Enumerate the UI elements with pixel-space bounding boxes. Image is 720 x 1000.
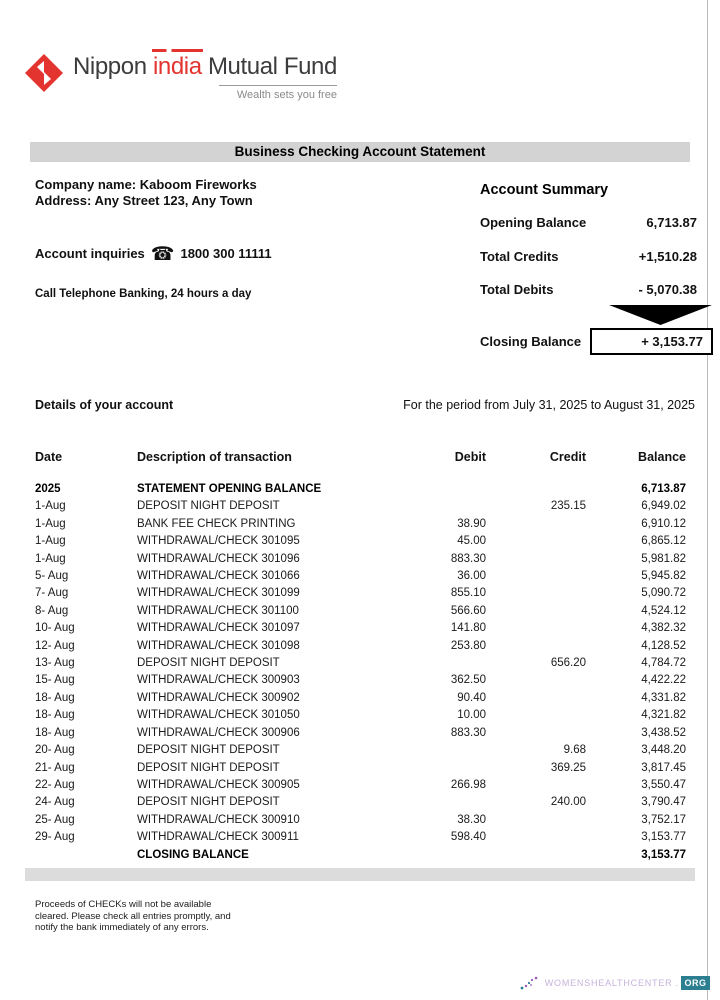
brand-tagline: Wealth sets you free [219, 85, 337, 101]
tx-debit: 38.30 [457, 813, 486, 826]
tx-date: 1-Aug [35, 552, 66, 565]
watermark-dots-icon [520, 975, 542, 991]
tx-date: 25- Aug [35, 813, 75, 826]
tx-date: 10- Aug [35, 622, 75, 635]
tx-credit: 369.25 [550, 761, 586, 774]
tx-credit [486, 481, 586, 498]
tx-balance: 4,128.52 [641, 639, 686, 652]
tx-description: DEPOSIT NIGHT DEPOSIT [137, 744, 280, 757]
tx-debit: 362.50 [450, 674, 486, 687]
tx-balance: 3,817.45 [641, 761, 686, 774]
tx-description: WITHDRAWAL/CHECK 301096 [137, 552, 300, 565]
tx-credit [486, 568, 586, 585]
tx-credit [486, 603, 586, 620]
transaction-row [35, 498, 686, 515]
brand-word-nippon: Nippon [73, 53, 147, 80]
tx-description: WITHDRAWAL/CHECK 301099 [137, 587, 300, 600]
tx-balance: 4,382.32 [641, 622, 686, 635]
transaction-row [35, 760, 686, 777]
tx-balance: 3,438.52 [641, 726, 686, 739]
tx-date: 8- Aug [35, 604, 69, 617]
tx-credit [486, 725, 586, 742]
summary-label: Total Credits [480, 248, 559, 264]
tx-debit: 10.00 [457, 709, 486, 722]
brand-logo-text [73, 50, 337, 101]
tx-date: 12- Aug [35, 639, 75, 652]
tx-balance: 5,090.72 [641, 587, 686, 600]
summary-rows [480, 215, 697, 316]
details-heading: Details of your account [35, 398, 174, 412]
tx-description: WITHDRAWAL/CHECK 300903 [137, 674, 300, 687]
transaction-row [35, 812, 686, 829]
tx-balance: 5,981.82 [641, 552, 686, 565]
tx-date: 24- Aug [35, 796, 75, 809]
watermark-dot: . [675, 978, 678, 988]
transaction-row [35, 829, 686, 846]
transaction-row [35, 777, 686, 794]
tx-debit [391, 760, 486, 777]
tx-date: 7- Aug [35, 587, 69, 600]
brand-logo [24, 50, 337, 101]
transaction-row [35, 603, 686, 620]
transaction-row [35, 725, 686, 742]
watermark [520, 975, 710, 991]
transaction-row [35, 481, 686, 498]
brand-word-mutual-fund: Mutual Fund [207, 53, 337, 80]
customer-info [35, 177, 395, 300]
tx-debit: 883.30 [450, 726, 486, 739]
tx-credit [486, 638, 586, 655]
telephone-icon: ☎ [150, 242, 175, 265]
footnote-line: Proceeds of CHECKs will not be available [35, 899, 212, 910]
transaction-row [35, 516, 686, 533]
closing-balance-row [480, 328, 713, 355]
telephone-banking-note: Call Telephone Banking, 24 hours a day [35, 288, 252, 300]
tx-debit [391, 498, 486, 515]
closing-balance-label: Closing Balance [480, 334, 582, 349]
transaction-row [35, 638, 686, 655]
address-line: Address: Any Street 123, Any Town [35, 193, 253, 208]
tx-credit [486, 620, 586, 637]
tx-description: STATEMENT OPENING BALANCE [137, 483, 322, 495]
transaction-row [35, 707, 686, 724]
tx-debit: 38.90 [457, 517, 486, 530]
tx-date: 18- Aug [35, 691, 75, 704]
summary-label: Opening Balance [480, 215, 587, 230]
transaction-row [35, 533, 686, 550]
tx-credit [486, 551, 586, 568]
transaction-row [35, 551, 686, 568]
tx-debit: 855.10 [450, 587, 486, 600]
summary-row [480, 215, 697, 230]
summary-value: 6,713.87 [646, 215, 697, 230]
tx-credit [486, 533, 586, 550]
tx-credit [486, 847, 586, 864]
tx-balance: 6,713.87 [641, 483, 686, 495]
tx-balance: 4,784.72 [641, 657, 686, 670]
statement-period: For the period from July 31, 2025 to August 31, 2025 [403, 398, 695, 412]
summary-label: Total Debits [480, 282, 554, 297]
tx-balance: 3,153.77 [641, 848, 686, 861]
transactions-table [35, 450, 686, 864]
tx-debit [391, 742, 486, 759]
tx-balance: 4,524.12 [641, 604, 686, 617]
tx-description: WITHDRAWAL/CHECK 301066 [137, 570, 300, 583]
transaction-row [35, 568, 686, 585]
tx-credit: 9.68 [563, 744, 586, 757]
tx-description: DEPOSIT NIGHT DEPOSIT [137, 500, 280, 513]
tx-credit [486, 777, 586, 794]
tx-balance: 6,949.02 [641, 500, 686, 513]
tx-date: 22- Aug [35, 778, 75, 791]
tx-credit [486, 812, 586, 829]
tx-debit: 598.40 [450, 831, 486, 844]
column-header-credit: Credit [549, 450, 586, 464]
tx-date: 18- Aug [35, 709, 75, 722]
tx-balance: 3,153.77 [641, 831, 686, 844]
brand-word-india: india [153, 50, 202, 83]
footnote-line: cleared. Please check all entries promptly, and [35, 910, 231, 922]
summary-row [480, 249, 697, 264]
tx-date: 20- Aug [35, 744, 75, 757]
tx-description: WITHDRAWAL/CHECK 301097 [137, 622, 300, 635]
column-header-description: Description of transaction [137, 450, 292, 464]
tx-balance: 3,550.47 [641, 778, 686, 791]
closing-balance-value: + 3,153.77 [590, 328, 713, 355]
tx-credit [486, 585, 586, 602]
tx-credit: 656.20 [550, 657, 586, 670]
tx-description: WITHDRAWAL/CHECK 301095 [137, 535, 300, 548]
tx-debit: 90.40 [457, 691, 486, 704]
statement-title-bar [30, 142, 690, 162]
tx-credit [486, 707, 586, 724]
tx-date: 5- Aug [35, 570, 69, 583]
transactions-body [35, 481, 686, 864]
account-summary [480, 182, 703, 362]
transaction-row [35, 655, 686, 672]
tx-date: 2025 [35, 483, 61, 495]
tx-balance: 6,910.12 [641, 517, 686, 530]
tx-description: CLOSING BALANCE [137, 848, 249, 861]
tx-debit: 141.80 [450, 622, 486, 635]
statement-title: Business Checking Account Statement [234, 144, 486, 159]
transaction-row [35, 742, 686, 759]
tx-credit [486, 690, 586, 707]
tx-date: 1-Aug [35, 535, 66, 548]
tx-credit: 240.00 [550, 796, 586, 809]
transaction-row [35, 847, 686, 864]
tx-date: 18- Aug [35, 726, 75, 739]
tx-debit [391, 655, 486, 672]
tx-balance: 6,865.12 [641, 535, 686, 548]
tx-date: 1-Aug [35, 517, 66, 530]
tx-debit [391, 481, 486, 498]
tx-balance: 3,752.17 [641, 813, 686, 826]
page-right-edge [707, 0, 708, 1000]
transaction-row [35, 620, 686, 637]
tx-credit [486, 672, 586, 689]
tx-credit [486, 516, 586, 533]
tx-date: 29- Aug [35, 831, 75, 844]
tx-description: BANK FEE CHECK PRINTING [137, 517, 296, 530]
tx-debit: 566.60 [450, 604, 486, 617]
tx-date: 15- Aug [35, 674, 75, 687]
tx-description: DEPOSIT NIGHT DEPOSIT [137, 796, 280, 809]
transaction-row [35, 794, 686, 811]
summary-value: - 5,070.38 [638, 282, 697, 297]
tx-description: WITHDRAWAL/CHECK 300902 [137, 691, 300, 704]
account-inquiries-label: Account inquiries [35, 246, 145, 261]
tx-description: WITHDRAWAL/CHECK 301050 [137, 709, 300, 722]
table-footer-bar [25, 868, 695, 881]
tx-debit [391, 794, 486, 811]
tx-debit: 883.30 [450, 552, 486, 565]
tx-balance: 3,448.20 [641, 744, 686, 757]
transactions-header-row [35, 450, 686, 481]
nippon-diamond-icon [24, 53, 64, 93]
tx-date: 1-Aug [35, 500, 66, 513]
tx-balance: 4,422.22 [641, 674, 686, 687]
summary-row [480, 282, 697, 297]
account-summary-title: Account Summary [480, 182, 609, 198]
tx-description: WITHDRAWAL/CHECK 300906 [137, 726, 300, 739]
tx-debit: 253.80 [450, 639, 486, 652]
company-name-line: Company name: Kaboom Fireworks [35, 177, 257, 192]
summary-value: +1,510.28 [638, 248, 697, 264]
column-header-date: Date [35, 450, 63, 464]
details-row [35, 398, 695, 412]
watermark-site-name: WOMENSHEALTHCENTER [544, 978, 673, 988]
watermark-tld-badge: ORG [681, 976, 710, 990]
tx-date [35, 847, 137, 864]
tx-description: DEPOSIT NIGHT DEPOSIT [137, 657, 280, 670]
tx-credit [486, 829, 586, 846]
tx-debit [391, 847, 486, 864]
transaction-row [35, 690, 686, 707]
tx-description: WITHDRAWAL/CHECK 301098 [137, 639, 300, 652]
tx-date: 21- Aug [35, 761, 75, 774]
tx-balance: 5,945.82 [641, 570, 686, 583]
tx-description: WITHDRAWAL/CHECK 300911 [137, 831, 299, 844]
tx-balance: 4,331.82 [641, 691, 686, 704]
column-header-balance: Balance [638, 450, 686, 464]
phone-number: 1800 300 11111 [180, 246, 272, 261]
transaction-row [35, 672, 686, 689]
tx-date: 13- Aug [35, 657, 75, 670]
tx-balance: 4,321.82 [641, 709, 686, 722]
footnote [35, 899, 231, 934]
account-inquiries-line [35, 242, 395, 265]
tx-balance: 3,790.47 [641, 796, 686, 809]
tx-description: WITHDRAWAL/CHECK 300910 [137, 813, 300, 826]
tx-debit: 266.98 [450, 778, 486, 791]
footnote-line: notify the bank immediately of any errors. [35, 922, 209, 933]
tx-debit: 36.00 [457, 570, 486, 583]
tx-credit: 235.15 [550, 500, 586, 513]
tx-description: WITHDRAWAL/CHECK 300905 [137, 778, 300, 791]
transaction-row [35, 585, 686, 602]
tx-description: WITHDRAWAL/CHECK 301100 [137, 604, 299, 617]
tx-debit: 45.00 [457, 535, 486, 548]
column-header-debit: Debit [454, 450, 486, 464]
tx-description: DEPOSIT NIGHT DEPOSIT [137, 761, 280, 774]
